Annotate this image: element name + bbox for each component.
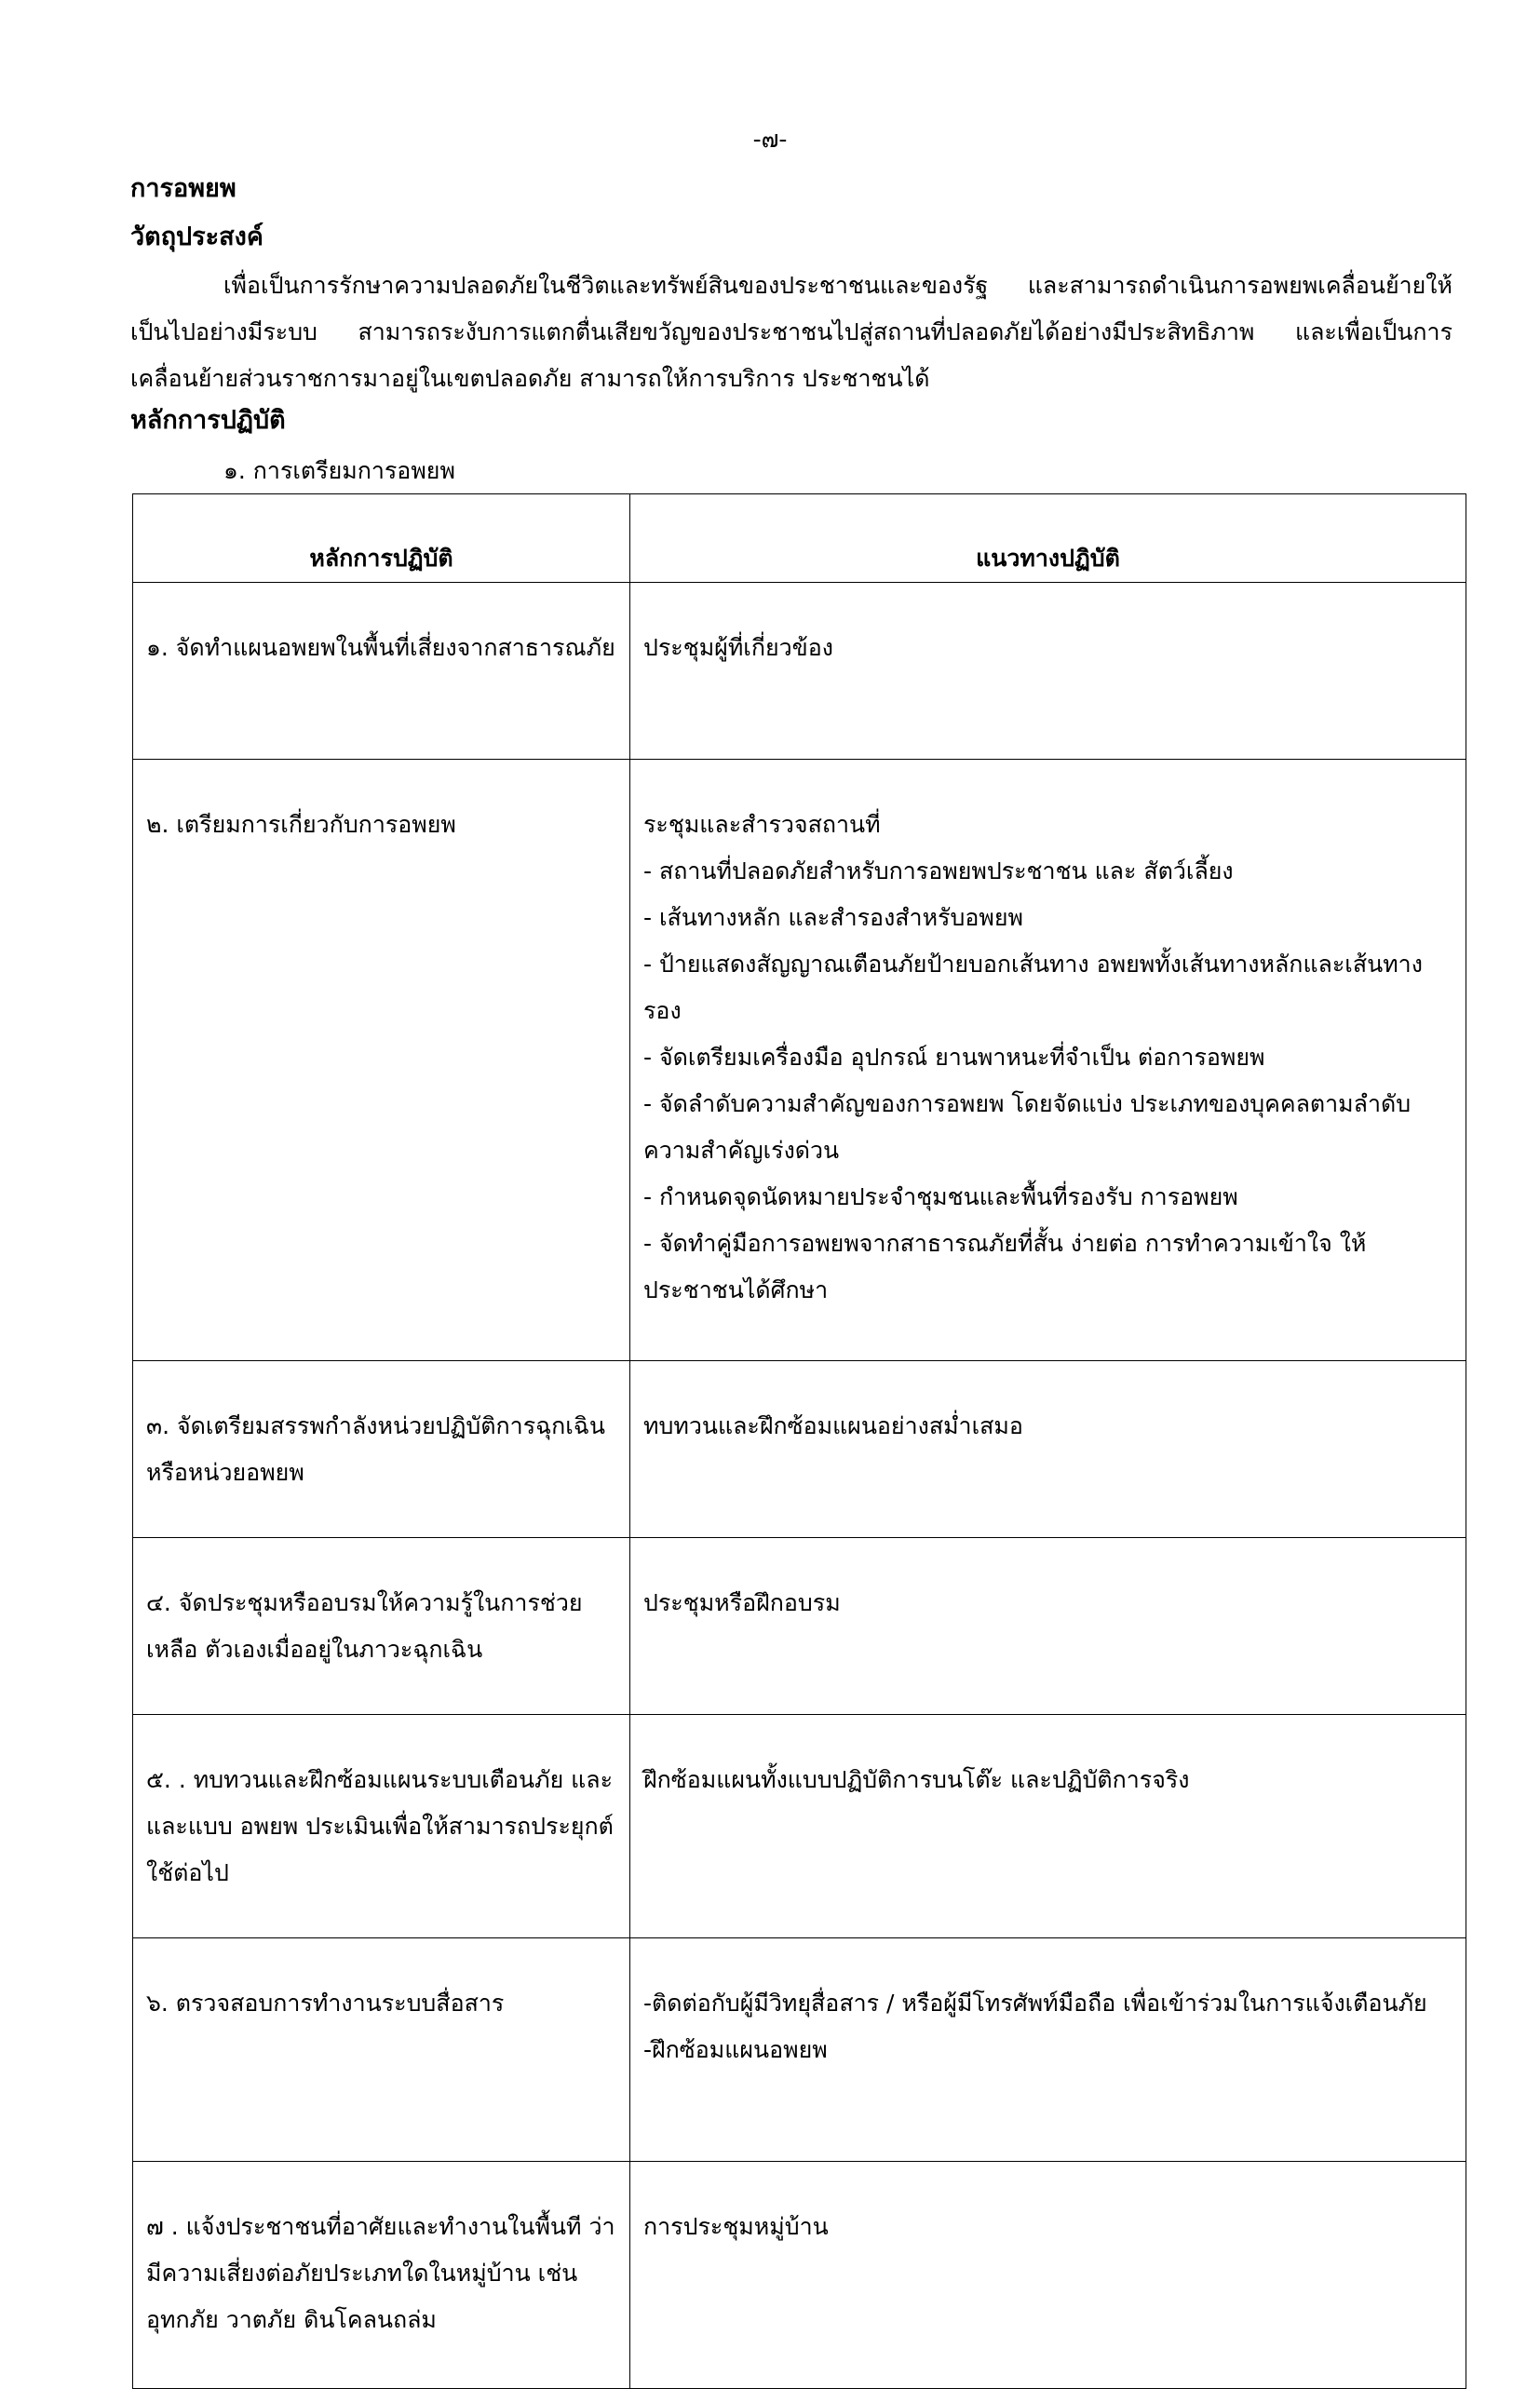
table-row: [133, 1715, 1466, 1938]
principle-cell: ๒. เตรียมการเกี่ยวกับการอพยพ: [133, 760, 630, 1361]
table-row: [133, 760, 1466, 1361]
guideline-line: - สถานที่ปลอดภัยสำหรับการอพยพประชาชน และ สัตว์เลี้ยง: [643, 857, 1234, 884]
guideline-line: -ฝึกซ้อมแผนอพยพ: [643, 2036, 828, 2063]
section-heading-evacuation: การอพยพ: [130, 174, 236, 203]
guideline-line: - จัดทำคู่มือการอพยพจากสาธารณภัยที่สั้น ง่ายต่อ การทำความเข้าใจ ให้ประชาชนได้ศึกษา: [643, 1230, 1367, 1303]
column-header-guideline: แนวทางปฏิบัติ: [630, 494, 1466, 583]
guideline-line: - ป้ายแสดงสัญญาณเตือนภัยป้ายบอกเส้นทาง อพยพทั้งเส้นทางหลักและเส้นทางรอง: [643, 951, 1423, 1024]
guideline-line: ฝึกซ้อมแผนทั้งแบบปฏิบัติการบนโต๊ะ และปฏิบัติการจริง: [643, 1766, 1190, 1793]
guideline-line: ทบทวนและฝึกซ้อมแผนอย่างสม่ำเสมอ: [643, 1412, 1023, 1439]
principle-cell: ๑. จัดทำแผนอพยพในพื้นที่เสี่ยงจากสาธารณภัย: [133, 583, 630, 760]
guideline-line: การประชุมหมู่บ้าน: [643, 2213, 829, 2240]
guideline-line: ประชุมผู้ที่เกี่ยวข้อง: [643, 634, 833, 661]
guideline-cell: [630, 583, 1466, 760]
guideline-cell: [630, 1361, 1466, 1538]
table-row: [133, 1538, 1466, 1715]
table-row: [133, 583, 1466, 760]
guideline-cell: [630, 1715, 1466, 1938]
guideline-line: - จัดเตรียมเครื่องมือ อุปกรณ์ ยานพาหนะที่จำเป็น ต่อการอพยพ: [643, 1044, 1265, 1071]
principle-cell: ๖. ตรวจสอบการทำงานระบบสื่อสาร: [133, 1938, 630, 2162]
table-row: [133, 1938, 1466, 2162]
table-row: [133, 1361, 1466, 1538]
guideline-cell: [630, 2162, 1466, 2389]
principle-cell: ๗ . แจ้งประชาชนที่อาศัยและทำงานในพื้นที ว่ามีความเสี่ยงต่อภัยประเภทใดในหมู่บ้าน เช่น อุทกภัย วาตภัย ดินโคลนถล่ม: [133, 2162, 630, 2389]
guideline-line: ประชุมหรือฝึกอบรม: [643, 1589, 841, 1616]
guideline-cell: [630, 1938, 1466, 2162]
guideline-line: -ติดต่อกับผู้มีวิทยุสื่อสาร / หรือผู้มีโทรศัพท์มือถือ เพื่อเข้าร่วมในการแจ้งเตือนภัย: [643, 1990, 1427, 2017]
guideline-cell: [630, 760, 1466, 1361]
table-header-row: [133, 494, 1466, 583]
table-row: [133, 2162, 1466, 2389]
guideline-cell: [630, 1538, 1466, 1715]
subsection-title: ๑. การเตรียมการอพยพ: [223, 457, 455, 484]
page-number: -๗-: [752, 126, 788, 153]
objective-paragraph: เพื่อเป็นการรักษาความปลอดภัยในชีวิตและทรัพย์สินของประชาชนและของรัฐ และสามารถดำเนินการอพยพเคลื่อนย้ายให้เป็นไปอย่างมีระบบ สามารถระงับการแตกตื่นเสียขวัญของประชาชนไปสู่สถานที่ปลอดภัยได้อย่างมีประสิทธิภาพ และเพื่อเป็นการเคลื่อนย้ายส่วนราชการมาอยู่ในเขตปลอดภัย สามารถให้การบริการ ประชาชนได้: [130, 272, 1452, 392]
principle-cell: ๔. จัดประชุมหรืออบรมให้ความรู้ในการช่วยเหลือ ตัวเองเมื่ออยู่ในภาวะฉุกเฉิน: [133, 1538, 630, 1715]
guideline-line: - กำหนดจุดนัดหมายประจำชุมชนและพื้นที่รองรับ การอพยพ: [643, 1183, 1238, 1210]
guideline-line: - จัดลำดับความสำคัญของการอพยพ โดยจัดแบ่ง ประเภทของบุคคลตามลำดับความสำคัญเร่งด่วน: [643, 1090, 1412, 1164]
principle-cell: ๓. จัดเตรียมสรรพกำลังหน่วยปฏิบัติการฉุกเฉินหรือหน่วยอพยพ: [133, 1361, 630, 1538]
guideline-line: ระชุมและสำรวจสถานที่: [643, 811, 881, 838]
heading-objective: วัตถุประสงค์: [130, 223, 263, 251]
column-header-principle: หลักการปฏิบัติ: [133, 494, 630, 583]
evacuation-preparation-table: [132, 493, 1466, 2389]
guideline-line: - เส้นทางหลัก และสำรองสำหรับอพยพ: [643, 904, 1023, 931]
principle-cell: ๕. . ทบทวนและฝึกซ้อมแผนระบบเตือนภัย และ และแบบ อพยพ ประเมินเพื่อให้สามารถประยุกต์ใช้ต่อไป: [133, 1715, 630, 1938]
heading-principles: หลักการปฏิบัติ: [130, 406, 286, 435]
